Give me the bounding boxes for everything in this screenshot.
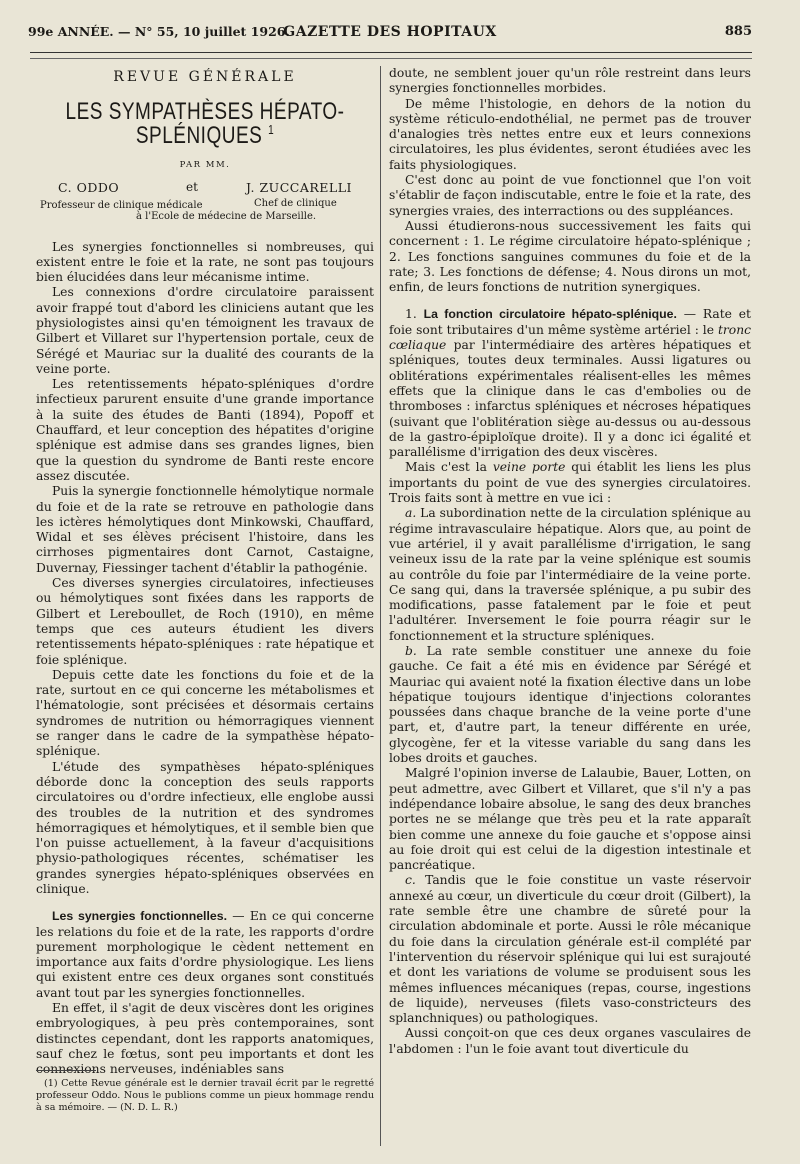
author-conjunction: et: [186, 179, 198, 194]
article-title-text: LES SYMPATHÈSES HÉPATO-SPLÉNIQUES: [65, 99, 345, 150]
paragraph: L'étude des sympathèses hépato-spléniques déborde donc la conception des seuls rapports circulatoires ou d'ordre infectieux, elle englobe aussi des troubles de la nutrition et des syndromes hémorragiques et hémolytiques, et il semble bien que l'on puisse actuellement, à la faveur d'acquisitions physio-pathologiques récentes, schématiser les grandes synergies hépato-spléniques observées en clinique.: [36, 759, 374, 896]
section-heading: La fonction circulatoire hépato-splénique.: [423, 307, 677, 322]
item-label: b.: [405, 643, 417, 658]
column-divider: [380, 66, 381, 1146]
left-column: [36, 66, 374, 1078]
text-run: La subordination nette de la circulation splénique au régime intravasculaire hépatique. Alors que, au point de vue artériel, il y avait parallélisme d'irrigation, le sang veineux issu de la rate par la veine splénique est soumis au contrôle du foie par l'intermédiaire de la veine porte. Ce sang qui, dans la traversée splénique, a pu subir des modifications, passe fatalement par le foie et peut l'adultérer. Inversement le foie pourra réagir sur le fonctionnement et la structure spléniques.: [389, 506, 751, 643]
italic-term: tronc cœliaque: [389, 322, 751, 353]
affiliation: à l'Ecole de médecine de Marseille.: [136, 210, 317, 222]
text-run: par l'intermédiaire des artères hépatiques et spléniques, toutes deux terminales. Aussi ligatures ou oblitérations expérimentales réalisent-elles les mêmes effets que la clinique dans le cas d'embolies ou de thromboses : infarctus spléniques et nécroses hépatiques (suivant que l'oblitération siège au-dessus ou au-dessous de la gastro-épiploïque droite). Il y a donc ici égalité et parallélisme d'irrigation des deux viscères.: [389, 338, 751, 460]
paragraph: [389, 644, 751, 766]
item-label: a.: [405, 506, 417, 521]
author-zuccarelli: J. ZUCCARELLI: [246, 179, 352, 195]
paragraph: [389, 873, 751, 1026]
paragraph: Les retentissements hépato-spléniques d'ordre infectieux parurent ensuite d'une grande importance à la suite des études de Banti (1894), Popoff et Chauffard, et leur conception des hépatites d'origine splénique est admise dans ses grandes lignes, bien que la question du syndrome de Banti reste encore assez discutée.: [36, 377, 374, 483]
text-run: La rate semble constituer une annexe du foie gauche. Ce fait a été mis en évidence par Sérégé et Mauriac qui avaient noté la fixation élective dans un lobe hépatique toujours identique d'injections colorantes poussées dans chaque branche de la veine porte d'une part, et, d'autre part, la teneur différente en urée, glycogène, fer et la vitesse variable du sang dans les lobes droits et gauches.: [389, 643, 751, 766]
issue-line: 99e ANNÉE. — N° 55, 10 juillet 1926.: [28, 24, 290, 39]
text-run: Mais c'est la: [405, 460, 493, 475]
article-title: [36, 99, 374, 150]
section-paragraph: [36, 909, 374, 1001]
paragraph: De même l'histologie, en dehors de la notion du système réticulo-endothélial, ne permet pas de trouver d'analogies très nettes entre eux et leurs connexions circulatoires, les plus évidentes, seront étudiées avec les faits physiologiques.: [389, 96, 751, 172]
authors-block: [36, 178, 374, 226]
paragraph: [389, 460, 751, 506]
page-header: [28, 22, 752, 46]
author-oddo: C. ODDO: [58, 179, 120, 195]
paragraph: En effet, il s'agit de deux viscères dont les origines embryologiques, à peu près contemporaines, sont distinctes cependant, dont les rapports anatomiques, sauf chez le fœtus, sont peu importants et dont les connexions nerveuses, indéniables sans: [36, 1001, 374, 1077]
paragraph: Malgré l'opinion inverse de Lalaubie, Bauer, Lotten, on peut admettre, avec Gilbert et Villaret, que s'il n'y a pas indépendance lobaire absolue, le sang des deux branches portes ne se mélange que très peu et la rate apparaît bien comme une annexe du foie gauche et s'oppose ainsi au foie droit qui est celui de la digestion intestinale et pancréatique.: [389, 766, 751, 873]
header-rule: [30, 52, 752, 53]
section-heading: Les synergies fonctionnelles.: [52, 909, 227, 924]
section-text: — En ce qui concerne les relations du foie et de la rate, les rapports d'ordre purement morphologique le cèdent nettement en importance aux faits d'ordre physiologique. Les liens qui existent entre ces deux organes sont constitués avant tout par les synergies fonctionnelles.: [36, 909, 374, 1000]
author2-role: Chef de clinique: [254, 197, 337, 209]
paragraph: Puis la synergie fonctionnelle hémolytique normale du foie et de la rate se retrouve en pathologie dans les ictères hémolytiques dont Minkowski, Chauffard, Widal et ses élèves précisent l'histoire, dans les cirrhoses pigmentaires dont Carnot, Castaigne, Duvernay, Fiessinger tachent d'établir la pathogénie.: [36, 484, 374, 575]
section-number: 1.: [405, 307, 417, 322]
section-label: REVUE GÉNÉRALE: [113, 69, 297, 85]
text-run: — Rate et foie sont tributaires d'un même système artériel : le: [389, 307, 751, 337]
paragraph: doute, ne semblent jouer qu'un rôle restreint dans leurs synergies fonctionnelles morbides.: [389, 66, 751, 96]
paragraph: Aussi étudierons-nous successivement les faits qui concernent : 1. Le régime circulatoire hépato-splénique ; 2. Les fonctions sanguines communes du foie et de la rate; 3. Les fonctions de défense; 4. Nous dirons un mot, enfin, de leurs fonctions de nutrition synergiques.: [389, 218, 751, 295]
paragraph: C'est donc au point de vue fonctionnel que l'on voit s'établir de façon indiscutable, entre le foie et la rate, des synergies vraies, des interractions ou des suppléances.: [389, 173, 751, 218]
title-footnote-marker: 1: [268, 124, 275, 139]
item-label: c.: [405, 873, 416, 888]
right-column: [389, 66, 751, 1057]
paragraph: Aussi conçoit-on que ces deux organes vasculaires de l'abdomen : l'un le foie avant tout diverticule du: [389, 1026, 751, 1056]
paragraph: Les connexions d'ordre circulatoire paraissent avoir frappé tout d'abord les cliniciens autant que les physiologistes ainsi qu'en témoignent les travaux de Gilbert et Villaret sur l'hypertension portale, ceux de Sérégé et Mauriac sur la dualité des courants de la veine porte.: [36, 285, 374, 376]
footnote: (1) Cette Revue générale est le dernier travail écrit par le regretté professeur Oddo. Nous le publions comme un pieux hommage rendu à sa mémoire. — (N. D. L. R.): [36, 1078, 374, 1113]
text-run: qui établit les liens les plus importants du point de vue des synergies circulatoires. Trois faits sont à mettre en vue ici :: [389, 460, 751, 506]
text-run: Tandis que le foie constitue un vaste réservoir annexé au cœur, un diverticule du cœur droit (Gilbert), la rate semble être une chambre de sûreté pour la circulation abdominale et porte. Aussi le rôle mécanique du foie dans la circulation générale est-il complété par l'intervention du réservoir splénique qui lui est surajouté et dont les variations de volume se produisent sous les mêmes influences mécaniques (repas, course, ingestions de liquide), nerveuses (filets vaso-constricteurs des splanchniques) ou pathologiques.: [389, 873, 751, 1026]
header-rule-thin: [30, 58, 752, 59]
paragraph: [389, 506, 751, 644]
journal-title: GAZETTE DES HOPITAUX: [283, 24, 497, 40]
paragraph: Les synergies fonctionnelles si nombreuses, qui existent entre le foie et la rate, ne sont pas toujours bien élucidées dans leur mécanisme intime.: [36, 239, 374, 285]
page-number: 885: [724, 24, 752, 39]
byline-label: PAR MM.: [179, 160, 231, 171]
italic-term: veine porte: [492, 460, 566, 475]
section-paragraph: [389, 307, 751, 460]
author1-role: Professeur de clinique médicale: [40, 199, 203, 211]
paragraph: Ces diverses synergies circulatoires, infectieuses ou hémolytiques sont fixées dans les rapports de Gilbert et Lereboullet, de Roch (1910), en même temps que ces auteurs étudient les divers retentissements hépato-spléniques : rate hépatique et foie splénique.: [36, 576, 374, 667]
footnote-rule: [36, 1070, 96, 1071]
paragraph: Depuis cette date les fonctions du foie et de la rate, surtout en ce qui concerne les métabolismes et l'hématologie, sont précisées et désormais certains syndromes de nutrition ou hémorragiques viennent se ranger dans le cadre de la sympathèse hépato-splénique.: [36, 667, 374, 759]
